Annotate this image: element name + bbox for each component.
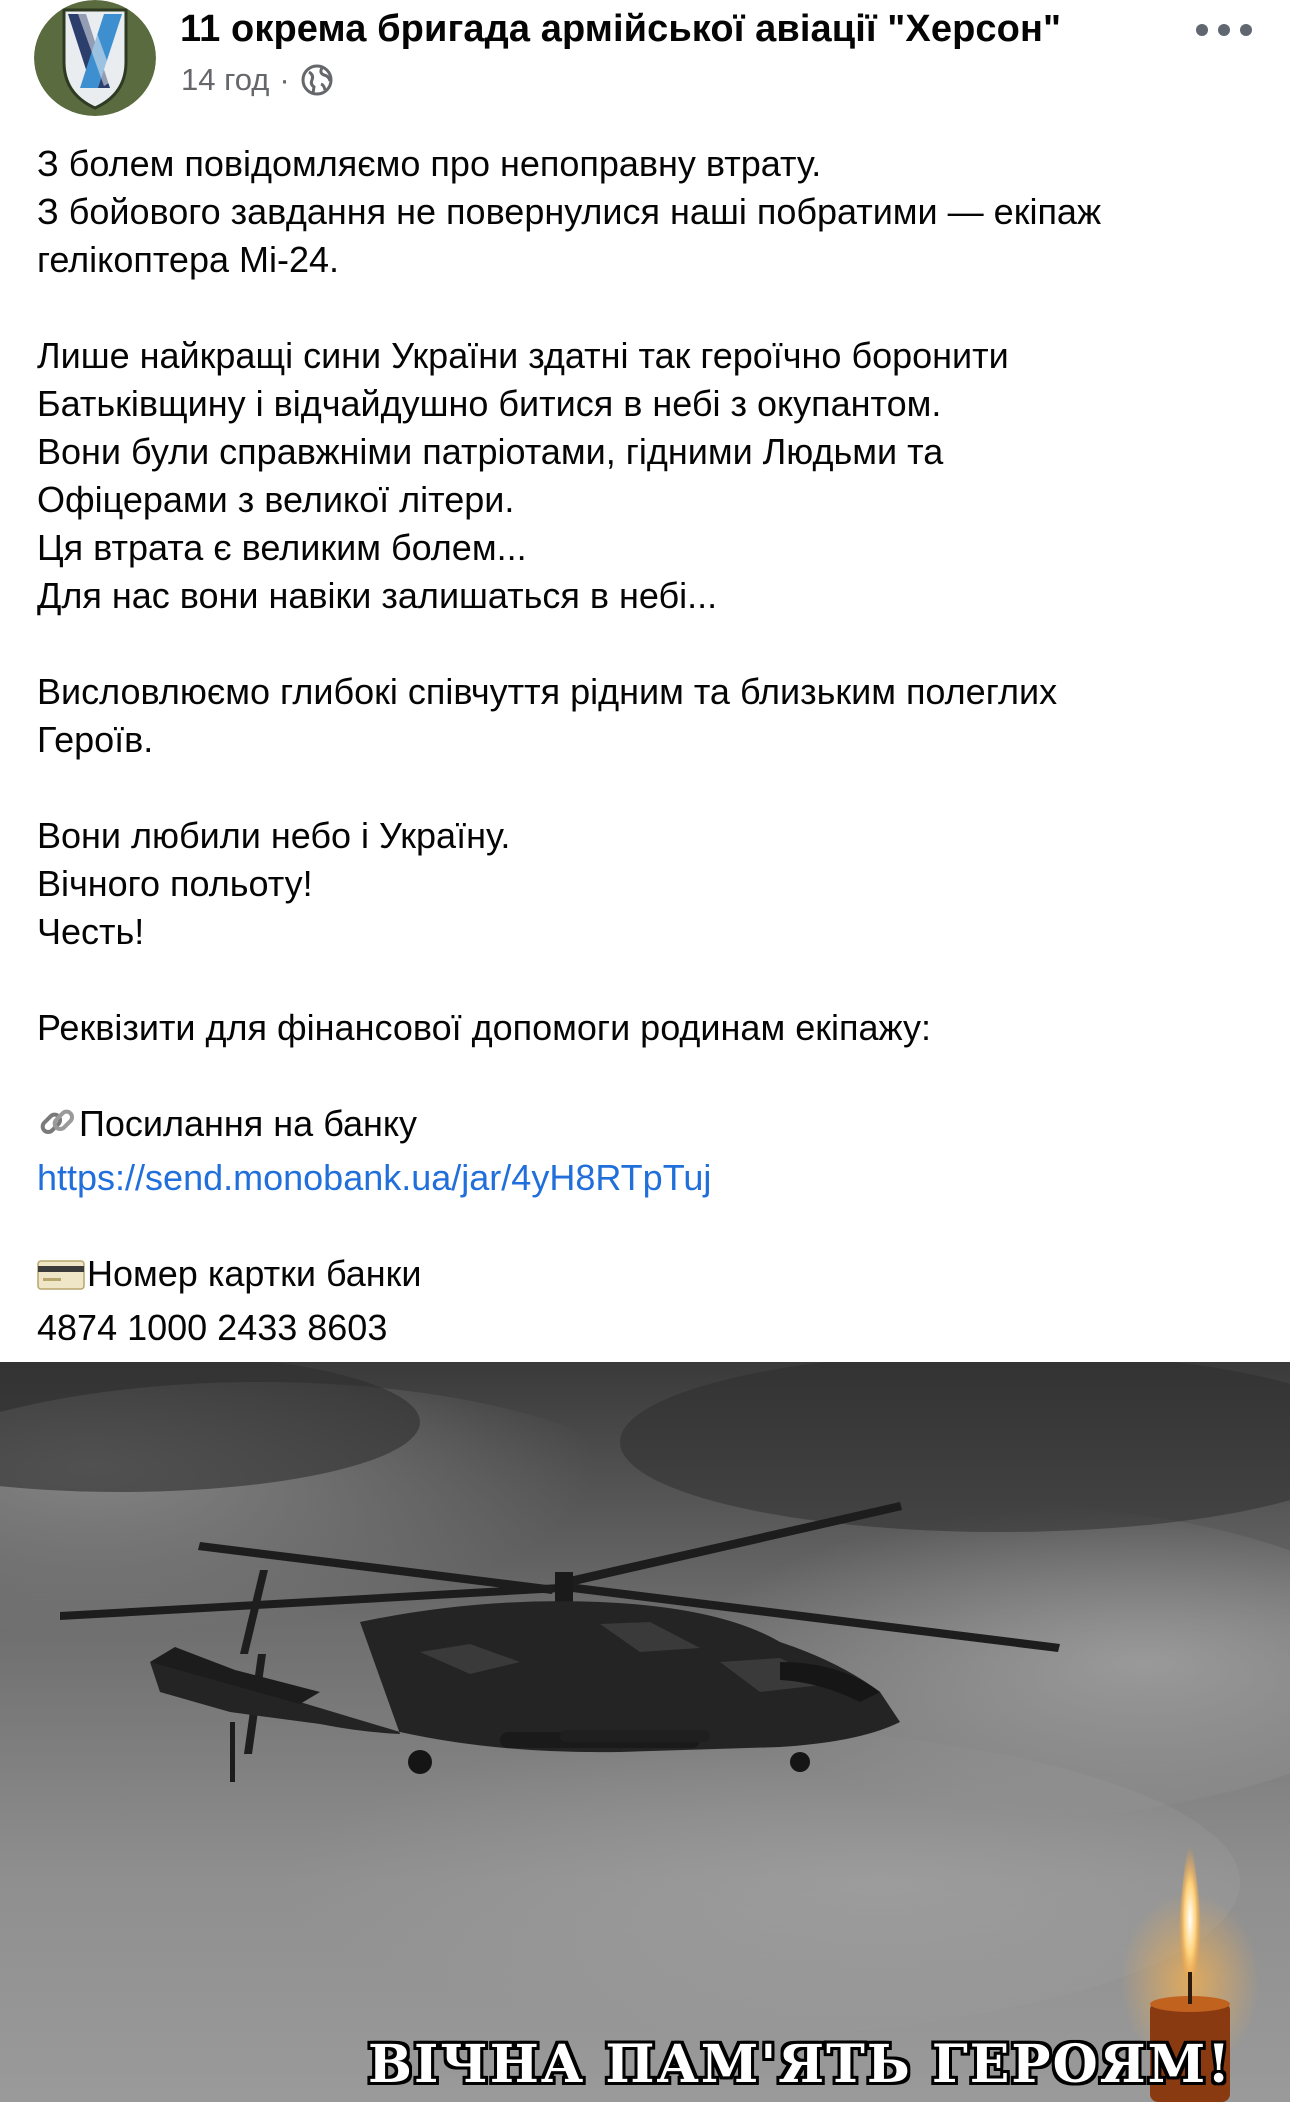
post-photo[interactable] — [0, 1362, 1290, 2102]
text-line: З болем повідомляємо про непоправну втрату. — [37, 143, 822, 184]
post-header — [0, 0, 1290, 130]
text-line: Для нас вони навіки залишаться в небі... — [37, 575, 718, 616]
helicopter-memorial-image — [0, 1362, 1290, 2102]
link-icon — [37, 1102, 77, 1154]
text-line — [37, 284, 1267, 332]
bank-link-label: Посилання на банку — [79, 1103, 418, 1144]
page-name-link[interactable]: 11 окрема бригада армійської авіації "Херсон" — [180, 8, 1062, 50]
photo-caption: ВІЧНА ПАМ'ЯТЬ ГЕРОЯМ! — [368, 2034, 1233, 2095]
text-line-spacer — [37, 1202, 1267, 1250]
text-line — [37, 1052, 1267, 1100]
text-line: Реквізити для фінансової допомоги родинам екіпажу: — [37, 1007, 931, 1048]
text-line: Батьківщину і відчайдушно битися в небі з окупантом. — [37, 383, 942, 424]
bank-link-label-line — [37, 1100, 1267, 1154]
globe-icon[interactable] — [300, 63, 334, 97]
monobank-jar-link[interactable]: https://send.monobank.ua/jar/4yH8RTpTuj — [37, 1157, 712, 1198]
text-line — [37, 764, 1267, 812]
text-line: Вони були справжніми патріотами, гідними Людьми та — [37, 431, 944, 472]
text-line: Героїв. — [37, 719, 154, 760]
text-line — [37, 956, 1267, 1004]
text-line: Честь! — [37, 911, 145, 952]
post-body — [37, 140, 1267, 1352]
text-line: Вічного польоту! — [37, 863, 313, 904]
more-horizontal-icon — [1196, 24, 1208, 36]
bank-link-line — [37, 1154, 1267, 1202]
post-meta — [181, 62, 334, 98]
text-line — [37, 620, 1267, 668]
more-dot — [1218, 24, 1230, 36]
text-line: Висловлюємо глибокі співчуття рідним та близьким полеглих — [37, 671, 1058, 712]
text-line: Офіцерами з великої літери. — [37, 479, 515, 520]
credit-card-icon — [37, 1256, 85, 1304]
post-timestamp[interactable]: 14 год — [181, 62, 270, 97]
card-number: 4874 1000 2433 8603 — [37, 1307, 388, 1348]
more-dot — [1240, 24, 1252, 36]
brigade-emblem-icon — [34, 0, 156, 116]
page-avatar[interactable] — [34, 0, 156, 116]
meta-separator: · — [279, 62, 290, 97]
text-line: Вони любили небо і Україну. — [37, 815, 511, 856]
card-label: Номер картки банки — [87, 1253, 422, 1294]
text-line: Ця втрата є великим болем... — [37, 527, 527, 568]
more-options-button[interactable] — [1196, 18, 1252, 42]
text-line: гелікоптера Мі-24. — [37, 239, 340, 280]
text-line: Лише найкращі сини України здатні так героїчно боронити — [37, 335, 1009, 376]
card-label-line — [37, 1250, 1267, 1304]
text-line: З бойового завдання не повернулися наші побратими — екіпаж — [37, 191, 1102, 232]
